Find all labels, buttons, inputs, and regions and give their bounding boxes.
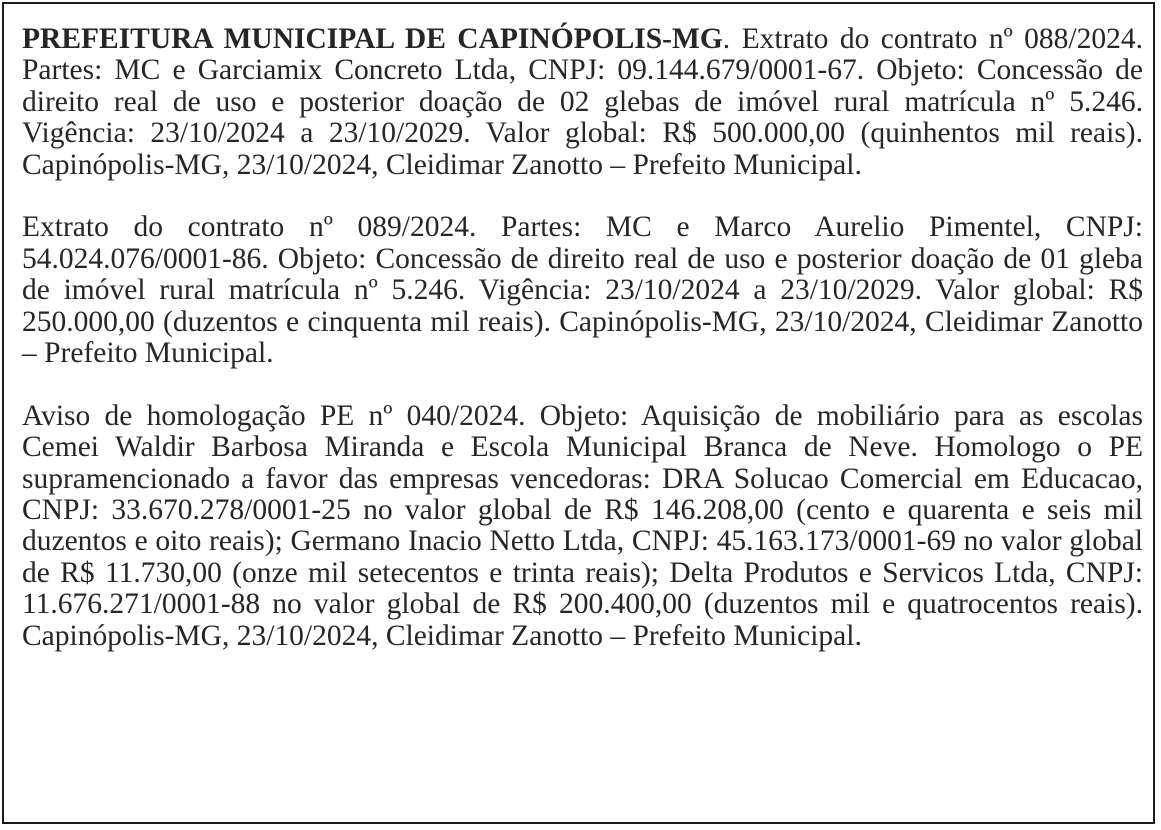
homologation-text: Aviso de homologação PE nº 040/2024. Objeto: Aquisição de mobiliário para as escolas Cemei Waldir Barbosa Miranda e Escola Municipal Branca de Neve. Homologo o PE supramencionado a favor das empresas vencedoras: DRA Solucao Comercial em Educacao, CNPJ: 33.670.278/0001-25 no valor global de R$ 146.208,00 (cento e quarenta e seis mil duzentos e oito reais); Germano Inacio Netto Ltda, CNPJ: 45.163.173/0001-69 no valor global de R$ 11.730,00 (onze mil setecentos e trinta reais); Delta Produtos e Servicos Ltda, CNPJ: 11.676.271/0001-88 no valor global de R$ 200.400,00 (duzentos mil e quatrocentos reais). Capinópolis-MG, 23/10/2024, Cleidimar Zanotto – Prefeito Municipal. xyxy=(22,399,1143,652)
notice-frame xyxy=(2,2,1155,824)
contract-088-text: . Extrato do contrato nº 088/2024. Partes: MC e Garciamix Concreto Ltda, CNPJ: 09.144.679/0001-67. Objeto: Concessão de direito real de uso e posterior doação de 02 glebas de imóvel rural matrícula nº 5.246. Vigência: 23/10/2024 a 23/10/2029. Valor global: R$ 500.000,00 (quinhentos mil reais). Capinópolis-MG, 23/10/2024, Cleidimar Zanotto – Prefeito Municipal. xyxy=(22,23,1144,181)
contract-089-paragraph xyxy=(22,212,1143,369)
notice-body xyxy=(22,24,1143,652)
contract-089-text: Extrato do contrato nº 089/2024. Partes: MC e Marco Aurelio Pimentel, CNPJ: 54.024.076/0001-86. Objeto: Concessão de direito real de uso e posterior doação de 01 gleba de imóvel rural matrícula nº 5.246. Vigência: 23/10/2024 a 23/10/2029. Valor global: R$ 250.000,00 (duzentos e cinquenta mil reais). Capinópolis-MG, 23/10/2024, Cleidimar Zanotto – Prefeito Municipal. xyxy=(22,211,1143,370)
municipality-heading: PREFEITURA MUNICIPAL DE CAPINÓPOLIS-MG xyxy=(22,23,723,55)
contract-088-paragraph xyxy=(22,24,1143,181)
homologation-paragraph xyxy=(22,401,1143,652)
